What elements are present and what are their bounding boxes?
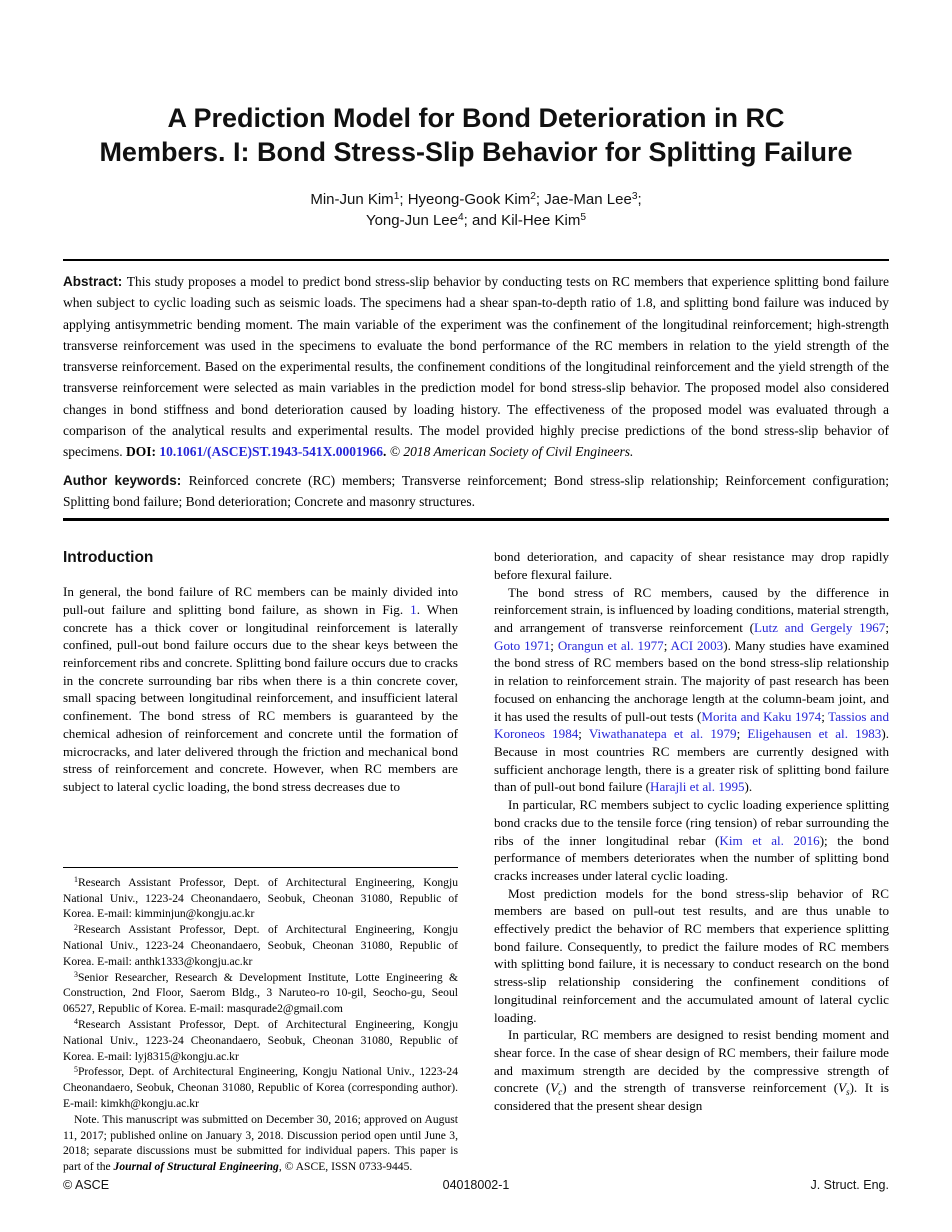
- citation-link[interactable]: Eligehausen et al. 1983: [747, 726, 882, 742]
- footnote-1: $^1$Research Assistant Professor, Dept. of Architectural Engineering, Kongju National Univ., 1223-24 Cheonandaero, Seobuk, Cheonan 31080, Republic of Korea. E-mail: kimminjun@kongju.ac.kr: [63, 875, 458, 921]
- footnote-separator-rule: [63, 867, 458, 868]
- footnote-note: Note. This manuscript was submitted on December 30, 2016; approved on August 11, 2017; published online on January 3, 2018. Discussion period open until June 3, 2018; separate discussions must be submitted for individual papers. This paper is part of the Journal of Structural Engineering, © ASCE, ISSN 0733-9445.: [63, 1112, 458, 1174]
- footer-journal-abbrev: J. Struct. Eng.: [810, 1178, 889, 1192]
- citation-link[interactable]: Goto 1971: [494, 637, 551, 653]
- author-line-2: Yong-Jun Lee$^4$; and Kil-Hee Kim$^5$: [365, 212, 587, 229]
- keywords-paragraph: Author keywords: Reinforced concrete (RC) members; Transverse reinforcement; Bond stress-slip relationship; Reinforcement configuration; Splitting bond failure; Bond deterioration; Concrete and masonry structures.: [63, 472, 889, 509]
- page-footer: [63, 1178, 889, 1192]
- body-paragraph: In particular, RC members are designed to resist bending moment and shear force. In the case of shear design of RC members, their failure mode and maximum strength are decided by the compressive strength of concrete $(V_c)$ and the strength of transverse reinforcement $(V_s)$. It is considered that the present shear design: [494, 1027, 889, 1114]
- right-column: [494, 548, 889, 1175]
- footnote-2: $^2$Research Assistant Professor, Dept. of Architectural Engineering, Kongju National Univ., 1223-24 Cheonandaero, Seobuk, Cheonan 31080, Republic of Korea. E-mail: anthk1333@kongju.ac.kr: [63, 922, 458, 968]
- citation-link[interactable]: Harajli et al. 1995: [650, 779, 745, 795]
- footer-copyright: © ASCE: [63, 1178, 110, 1192]
- section-heading-introduction: Introduction: [63, 549, 154, 567]
- footnote-4: $^4$Research Assistant Professor, Dept. of Architectural Engineering, Kongju National Univ., 1223-24 Cheonandaero, Seobuk, Cheonan 31080, Republic of Korea. E-mail: lyj8315@kongju.ac.kr: [63, 1017, 458, 1063]
- abstract-top-rule: [63, 259, 889, 261]
- citation-link[interactable]: Orangun et al. 1977: [557, 637, 664, 653]
- citation-link[interactable]: ACI 2003: [670, 637, 724, 653]
- paper-title-line-2: Members. I: Bond Stress-Slip Behavior for Splitting Failure: [99, 137, 853, 167]
- article-body: [63, 548, 889, 1175]
- paper-title: [99, 101, 852, 169]
- left-column: [63, 548, 458, 1175]
- abstract-paragraph: Abstract: This study proposes a model to predict bond stress-slip behavior by conducting tests on RC members that experience splitting bond failure when subject to cyclic loading such as seismic loads. The specimens had a shear span-to-depth ratio of 1.8, and splitting bond failure was induced by applying antisymmetric bending moment. The main variable of the experiment was the confinement of the longitudinal reinforcement; high-strength transverse reinforcement was used in the specimens to evaluate the bond performance of the RC members in relation to the yield strength of the transverse reinforcement. Based on the experimental results, the confinement conditions of the longitudinal reinforcement and the yield strength of the transverse reinforcement were selected as main variables in the prediction model for bond stress-slip behavior. The proposed model also considered changes in bond stiffness and bond deterioration caused by loading history. The effectiveness of the proposed model was evaluated through a comparison of the analytical results and experimental results. The model provided highly precise predictions of the bond stress-slip behavior of specimens. DOI: 10.1061/(ASCE)ST.1943-541X.0001966. © 2018 American Society of Civil Engineers.: [63, 274, 889, 460]
- footnotes-block: [63, 867, 458, 1175]
- citation-link[interactable]: Lutz and Gergely 1967: [754, 620, 886, 636]
- author-line-1: Min-Jun Kim$^1$; Hyeong-Gook Kim$^2$; Jae-Man Lee$^3$;: [310, 191, 642, 208]
- citation-link[interactable]: Morita and Kaku 1974: [701, 708, 822, 724]
- citation-link[interactable]: Viwathanatepa et al. 1979: [588, 726, 737, 742]
- citation-link[interactable]: Kim et al. 2016: [719, 832, 820, 848]
- paper-title-line-1: A Prediction Model for Bond Deterioration in RC: [167, 103, 785, 133]
- body-paragraph: In particular, RC members subject to cyclic loading experience splitting bond cracks due to the tensile force (ring tension) of rebar surrounding the ribs of the inner longitudinal rebar (Kim et al. 2016); the bond performance of members deteriorates when the number of splitting bond cracks increases under lateral cyclic loading.: [494, 797, 889, 883]
- footer-page-number: 04018002-1: [442, 1178, 510, 1192]
- body-paragraph: The bond stress of RC members, caused by the difference in reinforcement strain, is influenced by loading conditions, material strength, and arrangement of transverse reinforcement (Lutz and Gergely 1967; Goto 1971; Orangun et al. 1977; ACI 2003). Many studies have examined the bond stress of RC members based on the bond stress-slip relationship in relation to reinforcement strain. The majority of past research has been focused on enhancing the anchorage length at the column-beam joint, and it has used the results of pull-out tests (Morita and Kaku 1974; Tassios and Koroneos 1984; Viwathanatepa et al. 1979; Eligehausen et al. 1983). Because in most countries RC members are currently designed with sufficient anchorage length, there is a greater risk of splitting bond failure than of pull-out bond failure (Harajli et al. 1995).: [494, 584, 889, 795]
- doi-link[interactable]: 10.1061/(ASCE)ST.1943-541X.0001966: [159, 444, 384, 460]
- footnote-3: $^3$Senior Researcher, Research & Development Institute, Lotte Engineering & Construction, 2nd Floor, Saerom Bldg., 3 Naruteo-ro 10-gil, Seocho-gu, Seoul 06527, Republic of Korea. E-mail: masqurade2@gmail.com: [63, 970, 458, 1016]
- body-paragraph: bond deterioration, and capacity of shear resistance may drop rapidly before flexural failure.: [494, 549, 889, 582]
- citation-link[interactable]: Tassios and Koroneos 1984: [494, 708, 889, 742]
- body-paragraph: In general, the bond failure of RC members can be mainly divided into pull-out failure and splitting bond failure, as shown in Fig. 1. When concrete has a thick cover or longitudinal reinforcement is laterally confined, pull-out bond failure occurs due to the shear keys between the reinforcement ribs and concrete. Splitting bond failure occurs due to cracks in the concrete surrounding bar ribs when there is a thin concrete cover, small spacing between longitudinal reinforcement, and insufficient lateral confinement. The bond stress of RC members is guaranteed by the chemical adhesion of reinforcement and concrete until the formation of microcracks, and later delivered through the friction and mechanical bond stress of reinforcement and concrete. However, when RC members are subject to lateral cyclic loading, the bond stress decreases due to: [63, 584, 458, 794]
- figure-ref-link[interactable]: 1: [410, 601, 417, 617]
- author-list: [63, 189, 889, 231]
- footnote-5: $^5$Professor, Dept. of Architectural Engineering, Kongju National Univ., 1223-24 Cheonandaero, Seobuk, Cheonan 31080, Republic of Korea (corresponding author). E-mail: kimkh@kongju.ac.kr: [63, 1064, 458, 1111]
- body-paragraph: Most prediction models for the bond stress-slip behavior of RC members are based on pull-out test results, and are thus unable to effectively predict the behavior of RC members that experience splitting bond failure. Consequently, to predict the failure modes of RC members with splitting bond failure, it is necessary to conduct research on the bond stress-slip relationship considering the confinement conditions of longitudinal reinforcement and the accumulated amount of lateral cyclic loading.: [494, 885, 889, 1025]
- keywords-bottom-rule: [63, 518, 889, 521]
